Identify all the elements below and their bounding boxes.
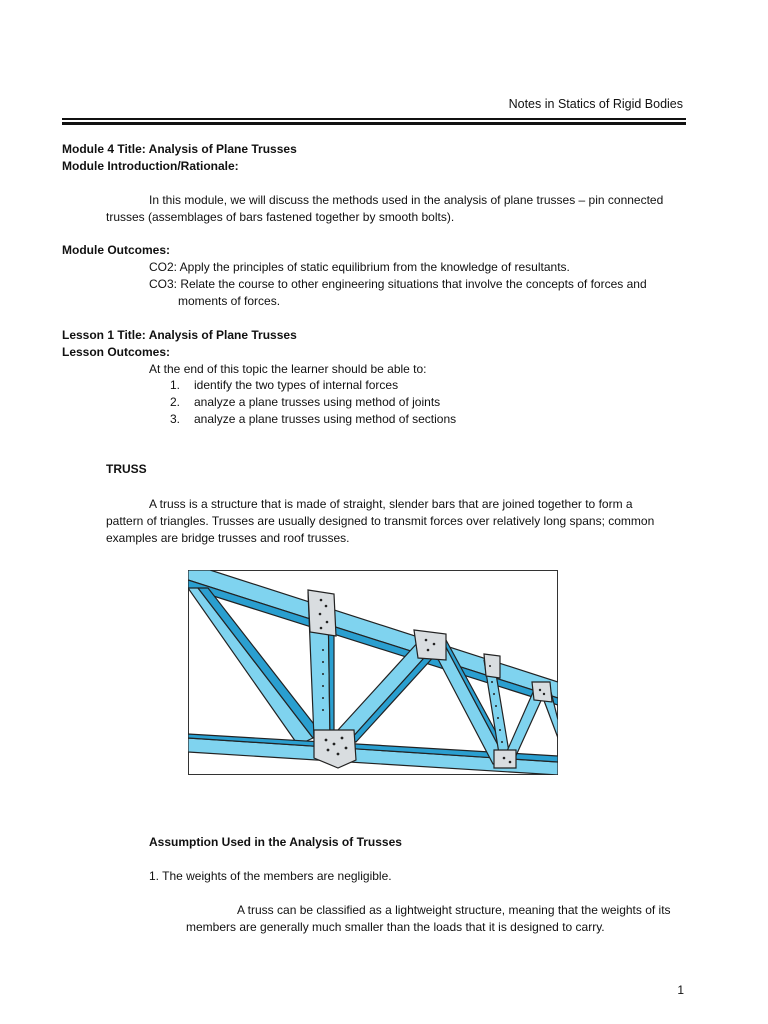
running-header: Notes in Statics of Rigid Bodies <box>508 97 683 111</box>
module-intro-heading: Module Introduction/Rationale: <box>62 159 239 173</box>
truss-heading: TRUSS <box>106 462 147 476</box>
lesson-item-3: analyze a plane trusses using method of sections <box>194 412 457 426</box>
truss-para-line-2: pattern of triangles. Trusses are usually designed to transmit forces over relatively long spans; common <box>106 514 655 528</box>
page-number: 1 <box>677 983 684 997</box>
assumption-item-1: 1. The weights of the members are negligible. <box>149 869 392 883</box>
module-intro-line-1: In this module, we will discuss the methods used in the analysis of plane trusses – pin connected <box>149 193 664 207</box>
module-intro-line-2: trusses (assemblages of bars fastened together by smooth bolts). <box>106 210 455 224</box>
outcome-co3-line-2: moments of forces. <box>178 294 281 308</box>
lesson-item-num-3: 3. <box>170 412 181 426</box>
lesson-item-2: analyze a plane trusses using method of joints <box>194 395 441 409</box>
outcome-co3-line-1: CO3: Relate the course to other engineering situations that involve the concepts of forces and <box>149 277 647 291</box>
lesson-item-num-1: 1. <box>170 378 181 392</box>
outcome-co2: CO2: Apply the principles of static equilibrium from the knowledge of resultants. <box>149 260 570 274</box>
truss-para-line-3: examples are bridge trusses and roof trusses. <box>106 531 350 545</box>
truss-para-line-1: A truss is a structure that is made of straight, slender bars that are joined together to form a <box>149 497 633 511</box>
lesson-intro: At the end of this topic the learner should be able to: <box>149 362 427 376</box>
module-outcomes-heading: Module Outcomes: <box>62 243 171 257</box>
header-rule-thin <box>62 118 686 120</box>
lesson-title: Lesson 1 Title: Analysis of Plane Trusses <box>62 328 297 342</box>
module-title: Module 4 Title: Analysis of Plane Trusses <box>62 142 297 156</box>
assumption-item-1-line-1: A truss can be classified as a lightweight structure, meaning that the weights of its <box>237 903 671 917</box>
assumptions-heading: Assumption Used in the Analysis of Trusses <box>149 835 402 849</box>
truss-illustration <box>188 570 558 775</box>
lesson-outcomes-heading: Lesson Outcomes: <box>62 345 171 359</box>
assumption-item-1-line-2: members are generally much smaller than the loads that it is designed to carry. <box>186 920 605 934</box>
lesson-item-num-2: 2. <box>170 395 181 409</box>
lesson-item-1: identify the two types of internal forces <box>194 378 399 392</box>
header-rule-thick <box>62 122 686 125</box>
